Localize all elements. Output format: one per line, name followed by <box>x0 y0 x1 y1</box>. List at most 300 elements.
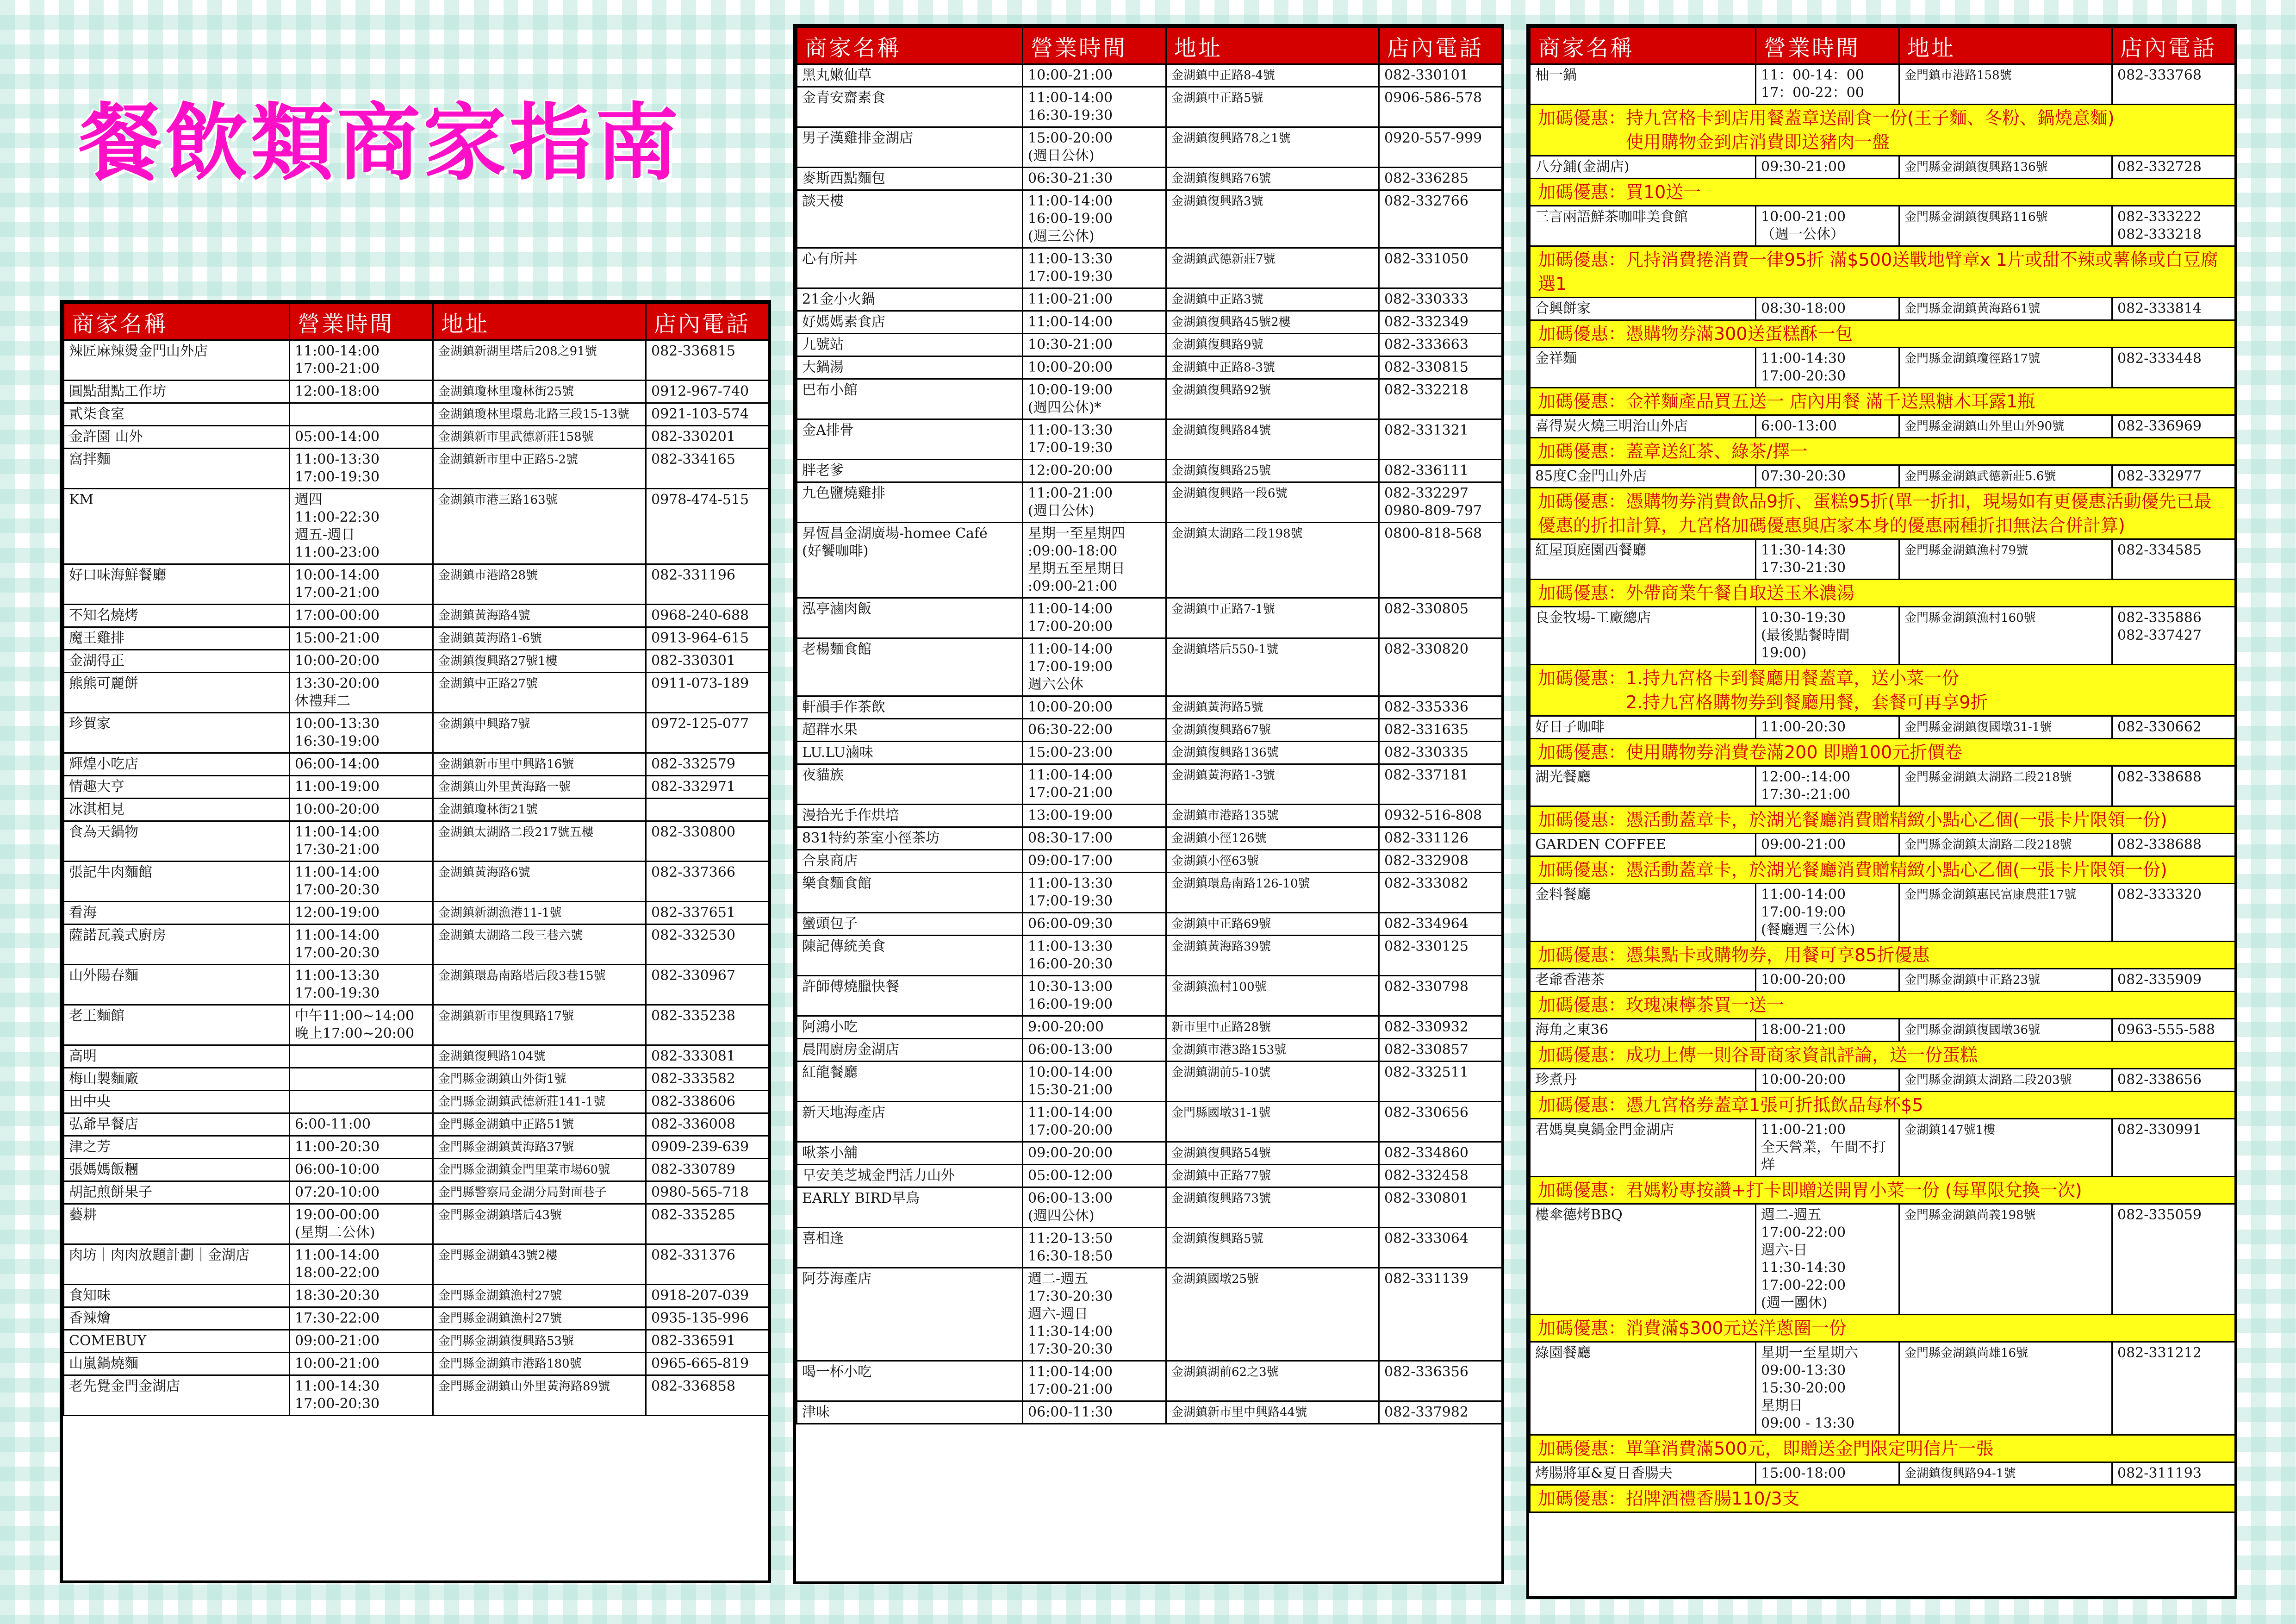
cell-name: 湖光餐廳 <box>1530 766 1756 806</box>
table-row <box>797 87 1502 127</box>
cell-name: 喜得炭火燒三明治山外店 <box>1530 415 1756 438</box>
cell-hours: 10:30-13:00 16:00-19:00 <box>1023 976 1166 1016</box>
cell-hours: 10:00-20:00 <box>290 799 433 821</box>
cell-name: 金祥麵 <box>1530 348 1756 388</box>
cell-hours: 10:00-14:00 17:00-21:00 <box>290 564 433 605</box>
promo-text: 加碼優惠：君媽粉專按讚+打卡即贈送開胃小菜一份 (每單限兌換一次) <box>1530 1177 2235 1204</box>
cell-address: 金湖鎮黃海路4號 <box>433 605 646 627</box>
cell-phone: 082-337982 <box>1379 1401 1502 1424</box>
cell-name: 金A排骨 <box>797 419 1023 460</box>
table-row <box>797 1187 1502 1228</box>
cell-address: 金湖鎮中正路69號 <box>1166 913 1379 936</box>
cell-hours: 11:00-19:00 <box>290 776 433 799</box>
cell-phone: 082-333768 <box>2112 64 2235 105</box>
cell-address: 金湖鎮復興路27號1樓 <box>433 650 646 673</box>
cell-phone: 082-337366 <box>646 862 769 902</box>
table-row <box>1530 969 2235 992</box>
table-row <box>797 334 1502 356</box>
table-row <box>64 799 769 821</box>
cell-phone: 082-335886 082-337427 <box>2112 607 2235 665</box>
promo-text: 加碼優惠：1.持九宮格卡到餐廳用餐蓋章，送小菜一份 2.持九宮格購物券到餐廳用餐，套餐可再享9折 <box>1530 665 2235 716</box>
cell-phone: 082-335336 <box>1379 696 1502 719</box>
promo-row <box>1530 1485 2235 1512</box>
cell-name: 胡記煎餅果子 <box>64 1181 290 1204</box>
cell-hours: 11:00-14:00 <box>1023 311 1166 334</box>
cell-phone: 0972-125-077 <box>646 713 769 753</box>
cell-address: 金門縣金湖鎮太湖路二段203號 <box>1899 1069 2112 1092</box>
cell-name: 合興餅家 <box>1530 298 1756 320</box>
cell-phone: 082-332728 <box>2112 156 2235 179</box>
cell-phone: 082-330101 <box>1379 64 1502 87</box>
cell-hours: 10:00-21:00 <box>1023 64 1166 87</box>
cell-name: 紅龍餐廳 <box>797 1062 1023 1102</box>
cell-hours: 06:00-11:30 <box>1023 1401 1166 1424</box>
cell-name: 談天樓 <box>797 190 1023 248</box>
table-row <box>797 913 1502 936</box>
cell-hours: 11:00-14:00 17:00-20:30 <box>290 862 433 902</box>
cell-phone: 082-332218 <box>1379 379 1502 419</box>
cell-name: 冰淇相見 <box>64 799 290 821</box>
cell-name: 良金牧場-工廠總店 <box>1530 607 1756 665</box>
cell-address: 金湖鎮147號1樓 <box>1899 1119 2112 1177</box>
cell-hours: 11:00-14:00 18:00-22:00 <box>290 1244 433 1285</box>
cell-phone: 0911-073-189 <box>646 673 769 713</box>
cell-phone: 082-333081 <box>646 1045 769 1068</box>
cell-address: 金湖鎮復興路76號 <box>1166 168 1379 190</box>
cell-name: 許師傅燒臘快餐 <box>797 976 1023 1016</box>
cell-phone: 082-332579 <box>646 753 769 776</box>
cell-phone: 082-330805 <box>1379 598 1502 638</box>
cell-hours: 11:00-21:00 (週日公休) <box>1023 482 1166 523</box>
promo-row <box>1530 320 2235 348</box>
cell-hours <box>290 1045 433 1068</box>
cell-name: 樓傘德烤BBQ <box>1530 1204 1756 1315</box>
cell-name: 好日子咖啡 <box>1530 716 1756 739</box>
cell-hours: 週二-週五 17:00-22:00 週六-日 11:30-14:30 17:00-22:00 (週一團休) <box>1756 1204 1899 1315</box>
cell-hours: 11:00-13:30 16:00-20:30 <box>1023 936 1166 976</box>
cell-name: 綠園餐廳 <box>1530 1342 1756 1435</box>
cell-hours: 11:00-14:00 17:00-20:00 <box>1023 598 1166 638</box>
cell-hours: 11:00-14:00 17:00-21:00 <box>1023 764 1166 805</box>
cell-hours: 09:00-17:00 <box>1023 850 1166 873</box>
cell-address: 金湖鎮復興路5號 <box>1166 1228 1379 1268</box>
cell-name: 金許園 山外 <box>64 426 290 449</box>
cell-name: 熊熊可麗餅 <box>64 673 290 713</box>
table-row <box>797 1039 1502 1062</box>
cell-address: 金湖鎮太湖路二段三巷六號 <box>433 924 646 965</box>
cell-name: 陳記傳統美食 <box>797 936 1023 976</box>
table-row <box>797 356 1502 379</box>
table-row <box>797 64 1502 87</box>
cell-hours: 12:00-18:00 <box>290 381 433 403</box>
cell-hours: 11:00-13:30 17:00-19:30 <box>1023 248 1166 288</box>
table-row <box>64 673 769 713</box>
cell-hours: 15:00-18:00 <box>1756 1462 1899 1485</box>
promo-text: 加碼優惠：玫瑰凍檸茶買一送一 <box>1530 992 2235 1019</box>
cell-address: 金湖鎮復興路94-1號 <box>1899 1462 2112 1485</box>
cell-address: 金門縣金湖鎮武德新莊5.6號 <box>1899 465 2112 488</box>
promo-text: 加碼優惠：持九宮格卡到店用餐蓋章送副食一份(王子麵、冬粉、鍋燒意麵) 使用購物金到店消費即送豬肉一盤 <box>1530 105 2235 156</box>
table-row <box>797 127 1502 168</box>
promo-text: 加碼優惠：憑集點卡或購物券，用餐可享85折優惠 <box>1530 942 2235 969</box>
cell-name: 藝耕 <box>64 1204 290 1244</box>
cell-phone: 0913-964-615 <box>646 627 769 650</box>
header-phone: 店內電話 <box>1379 28 1502 64</box>
table-row <box>797 764 1502 805</box>
cell-address: 金湖鎮中正路77號 <box>1166 1165 1379 1187</box>
cell-phone: 082-330820 <box>1379 638 1502 696</box>
cell-hours: 13:30-20:00 休禮拜二 <box>290 673 433 713</box>
cell-hours: 18:30-20:30 <box>290 1285 433 1307</box>
table-row <box>64 1005 769 1045</box>
cell-hours: 08:30-18:00 <box>1756 298 1899 320</box>
cell-hours: 11:00-13:30 17:00-19:30 <box>290 965 433 1005</box>
cell-hours: 11:00-14:00 17:00-20:30 <box>290 924 433 965</box>
cell-name: 海角之東36 <box>1530 1019 1756 1042</box>
table-row <box>1530 465 2235 488</box>
cell-name: 漫拾光手作烘培 <box>797 805 1023 827</box>
cell-phone: 082-331126 <box>1379 827 1502 850</box>
cell-phone: 082-331212 <box>2112 1342 2235 1435</box>
cell-hours: 11：00-14：00 17：00-22：00 <box>1756 64 1899 105</box>
cell-address: 金湖鎮環島南路126-10號 <box>1166 873 1379 913</box>
table-row <box>1530 1342 2235 1435</box>
cell-name: 金湖得正 <box>64 650 290 673</box>
cell-address: 金湖鎮復興路45號2樓 <box>1166 311 1379 334</box>
cell-address: 金湖鎮市港路135號 <box>1166 805 1379 827</box>
cell-name: 山嵐鍋燒麵 <box>64 1353 290 1375</box>
cell-address: 金湖鎮漁村100號 <box>1166 976 1379 1016</box>
cell-name: 情趣大亨 <box>64 776 290 799</box>
cell-address: 金門縣金湖鎮中正路51號 <box>433 1113 646 1136</box>
table-row <box>797 936 1502 976</box>
cell-address: 金門縣金湖鎮復國墩31-1號 <box>1899 716 2112 739</box>
cell-hours: 11:00-13:30 17:00-19:30 <box>1023 419 1166 460</box>
table-row <box>64 426 769 449</box>
cell-hours: 05:00-12:00 <box>1023 1165 1166 1187</box>
cell-hours: 18:00-21:00 <box>1756 1019 1899 1042</box>
cell-hours: 星期一至星期六 09:00-13:30 15:30-20:00 星期日 09:00 - 13:30 <box>1756 1342 1899 1435</box>
cell-address: 金湖鎮新市里中興路16號 <box>433 753 646 776</box>
cell-phone: 082-331196 <box>646 564 769 605</box>
cell-hours: 10:00-20:00 <box>290 650 433 673</box>
cell-phone: 082-338688 <box>2112 766 2235 806</box>
cell-address: 金湖鎮黃海路5號 <box>1166 696 1379 719</box>
cell-hours: 19:00-00:00 (星期二公休) <box>290 1204 433 1244</box>
table-row <box>797 1016 1502 1039</box>
table-row <box>797 598 1502 638</box>
cell-phone: 0965-665-819 <box>646 1353 769 1375</box>
cell-phone: 0921-103-574 <box>646 403 769 426</box>
promo-row <box>1530 856 2235 884</box>
cell-phone <box>646 799 769 821</box>
cell-phone: 082-330967 <box>646 965 769 1005</box>
table-row <box>797 190 1502 248</box>
cell-address: 金門縣金湖鎮復興路116號 <box>1899 206 2112 246</box>
promo-row <box>1530 179 2235 206</box>
table-row <box>797 1268 1502 1361</box>
cell-phone: 082-333582 <box>646 1068 769 1091</box>
cell-name: GARDEN COFFEE <box>1530 834 1756 856</box>
cell-name: 弘爺早餐店 <box>64 1113 290 1136</box>
cell-phone: 0920-557-999 <box>1379 127 1502 168</box>
cell-phone: 0800-818-568 <box>1379 523 1502 598</box>
cell-hours: 10:00-20:00 <box>1756 1069 1899 1092</box>
cell-phone: 082-336111 <box>1379 460 1502 482</box>
cell-name: 香辣燴 <box>64 1307 290 1330</box>
cell-phone: 082-334165 <box>646 449 769 489</box>
cell-address: 金門縣金湖鎮43號2樓 <box>433 1244 646 1285</box>
table-row <box>64 862 769 902</box>
cell-hours: 09:30-21:00 <box>1756 156 1899 179</box>
cell-name: 柚一鍋 <box>1530 64 1756 105</box>
cell-address: 金湖鎮中正路3號 <box>1166 288 1379 311</box>
cell-name: 九號站 <box>797 334 1023 356</box>
cell-phone: 082-333082 <box>1379 873 1502 913</box>
cell-name: 阿芬海產店 <box>797 1268 1023 1361</box>
cell-name: 啾茶小舖 <box>797 1142 1023 1165</box>
cell-address: 金門縣金湖鎮太湖路二段218號 <box>1899 766 2112 806</box>
promo-row <box>1530 739 2235 766</box>
cell-hours: 15:00-23:00 <box>1023 742 1166 764</box>
promo-text: 加碼優惠：買10送一 <box>1530 179 2235 206</box>
cell-phone: 082-330333 <box>1379 288 1502 311</box>
cell-hours: 10:00-19:00 (週四公休)* <box>1023 379 1166 419</box>
table-row <box>64 1285 769 1307</box>
promo-text: 加碼優惠：招牌酒禮香腸110/3支 <box>1530 1485 2235 1512</box>
cell-address: 金湖鎮湖前62之3號 <box>1166 1361 1379 1401</box>
header-name: 商家名稱 <box>64 304 290 340</box>
merchant-table-right <box>1526 24 2237 1599</box>
table-row <box>1530 298 2235 320</box>
cell-name: 田中央 <box>64 1091 290 1113</box>
table-row <box>797 805 1502 827</box>
cell-name: 薩諾瓦義式廚房 <box>64 924 290 965</box>
cell-phone: 0906-586-578 <box>1379 87 1502 127</box>
table-row <box>1530 1462 2235 1485</box>
table-row <box>797 850 1502 873</box>
table-row <box>797 873 1502 913</box>
cell-phone: 082-334585 <box>2112 539 2235 580</box>
promo-row <box>1530 438 2235 465</box>
table-header-row <box>1530 28 2235 64</box>
header-address: 地址 <box>1899 28 2112 64</box>
table-row <box>797 696 1502 719</box>
header-name: 商家名稱 <box>797 28 1023 64</box>
merchant-table <box>1529 27 2236 1513</box>
cell-name: 張媽媽飯糰 <box>64 1159 290 1181</box>
cell-address: 金門縣金湖鎮金門里菜市場60號 <box>433 1159 646 1181</box>
table-row <box>1530 1069 2235 1092</box>
cell-hours: 11:30-14:30 17:30-21:30 <box>1756 539 1899 580</box>
cell-hours: 09:00-21:00 <box>1756 834 1899 856</box>
cell-name: 新天地海產店 <box>797 1102 1023 1142</box>
table-header-row <box>64 304 769 340</box>
table-row <box>797 379 1502 419</box>
cell-address: 金門縣金湖鎮復國墩36號 <box>1899 1019 2112 1042</box>
cell-phone: 082-330798 <box>1379 976 1502 1016</box>
cell-address: 金門縣金湖鎮市港路180號 <box>433 1353 646 1375</box>
cell-hours: 12:00-:14:00 17:30-:21:00 <box>1756 766 1899 806</box>
cell-name: 85度C金門山外店 <box>1530 465 1756 488</box>
promo-row <box>1530 942 2235 969</box>
cell-address: 金門縣金湖鎮黃海路37號 <box>433 1136 646 1159</box>
cell-phone: 082-332297 0980-809-797 <box>1379 482 1502 523</box>
cell-hours: 星期一至星期四 :09:00-18:00 星期五至星期日 :09:00-21:00 <box>1023 523 1166 598</box>
cell-name: 老王麵館 <box>64 1005 290 1045</box>
cell-address: 金門縣金湖鎮山外里山外90號 <box>1899 415 2112 438</box>
cell-address: 金湖鎮太湖路二段217號五樓 <box>433 821 646 862</box>
cell-hours: 6:00-13:00 <box>1756 415 1899 438</box>
cell-address: 金湖鎮中正路8-3號 <box>1166 356 1379 379</box>
cell-name: 蠻頭包子 <box>797 913 1023 936</box>
table-row <box>797 288 1502 311</box>
cell-hours: 15:00-21:00 <box>290 627 433 650</box>
cell-hours: 06:00-09:30 <box>1023 913 1166 936</box>
cell-address: 金湖鎮復興路9號 <box>1166 334 1379 356</box>
cell-name: 君媽臭臭鍋金門金湖店 <box>1530 1119 1756 1177</box>
cell-phone: 082-336008 <box>646 1113 769 1136</box>
cell-hours: 11:00-14:00 17:00-19:00 (餐廳週三公休) <box>1756 884 1899 942</box>
cell-phone: 0912-967-740 <box>646 381 769 403</box>
cell-address: 金湖鎮瓊林街21號 <box>433 799 646 821</box>
table-row <box>64 713 769 753</box>
cell-address: 金湖鎮中興路7號 <box>433 713 646 753</box>
cell-phone: 082-333663 <box>1379 334 1502 356</box>
cell-address: 金湖鎮新湖漁港11-1號 <box>433 902 646 924</box>
cell-hours: 12:00-20:00 <box>1023 460 1166 482</box>
cell-hours: 05:00-14:00 <box>290 426 433 449</box>
cell-name: 津味 <box>797 1401 1023 1424</box>
cell-hours: 11:00-14:00 17:00-19:00 週六公休 <box>1023 638 1166 696</box>
cell-address: 金湖鎮新市里復興路17號 <box>433 1005 646 1045</box>
cell-name: KM <box>64 489 290 564</box>
cell-name: 金料餐廳 <box>1530 884 1756 942</box>
cell-name: 合泉商店 <box>797 850 1023 873</box>
cell-name: 阿鴻小吃 <box>797 1016 1023 1039</box>
cell-hours: 11:00-14:00 17:30-21:00 <box>290 821 433 862</box>
cell-phone: 0932-516-808 <box>1379 805 1502 827</box>
promo-text: 加碼優惠：蓋章送紅茶、綠茶/擇一 <box>1530 438 2235 465</box>
cell-name: 津之芳 <box>64 1136 290 1159</box>
cell-name: 831特約茶室小徑茶坊 <box>797 827 1023 850</box>
cell-phone: 082-330301 <box>646 650 769 673</box>
cell-name: 喝一杯小吃 <box>797 1361 1023 1401</box>
cell-address: 金湖鎮新市里武德新莊158號 <box>433 426 646 449</box>
table-row <box>1530 539 2235 580</box>
cell-hours: 07:20-10:00 <box>290 1181 433 1204</box>
table-row <box>1530 206 2235 246</box>
cell-hours: 11:00-14:30 17:00-20:30 <box>290 1375 433 1416</box>
table-row <box>797 827 1502 850</box>
cell-address: 金湖鎮中正路8-4號 <box>1166 64 1379 87</box>
cell-address: 金湖鎮黃海路39號 <box>1166 936 1379 976</box>
cell-hours: 10:30-19:30 (最後點餐時間 19:00) <box>1756 607 1899 665</box>
cell-name: 九色鹽燒雞排 <box>797 482 1023 523</box>
cell-hours: 06:00-13:00 (週四公休) <box>1023 1187 1166 1228</box>
cell-address: 金湖鎮市港路28號 <box>433 564 646 605</box>
cell-hours: 06:30-22:00 <box>1023 719 1166 742</box>
promo-text: 加碼優惠：凡持消費捲消費一律95折 滿$500送戰地臂章x 1片或甜不辣或薯條或白豆腐選1 <box>1530 246 2235 298</box>
cell-phone: 0935-135-996 <box>646 1307 769 1330</box>
header-address: 地址 <box>1166 28 1379 64</box>
table-row <box>64 776 769 799</box>
cell-phone: 082-330201 <box>646 426 769 449</box>
table-row <box>1530 348 2235 388</box>
cell-address: 金湖鎮復興路92號 <box>1166 379 1379 419</box>
cell-address: 金門縣金湖鎮中正路23號 <box>1899 969 2112 992</box>
cell-address: 金湖鎮黃海路1-6號 <box>433 627 646 650</box>
cell-hours: 11:00-20:30 <box>290 1136 433 1159</box>
cell-name: 珍煮丹 <box>1530 1069 1756 1092</box>
table-row <box>64 1159 769 1181</box>
cell-hours: 10:00-20:00 <box>1023 356 1166 379</box>
cell-address: 金湖鎮小徑63號 <box>1166 850 1379 873</box>
cell-name: 晨間廚房金湖店 <box>797 1039 1023 1062</box>
promo-text: 加碼優惠：憑九宮格券蓋章1張可折抵飲品每杯$5 <box>1530 1092 2235 1119</box>
cell-address: 金湖鎮復興路67號 <box>1166 719 1379 742</box>
cell-address: 金門縣金湖鎮尚雄16號 <box>1899 1342 2112 1435</box>
table-header-row <box>797 28 1502 64</box>
cell-name: 食為天鍋物 <box>64 821 290 862</box>
table-row <box>1530 766 2235 806</box>
table-row <box>797 1102 1502 1142</box>
cell-name: 老楊麵食館 <box>797 638 1023 696</box>
table-row <box>64 650 769 673</box>
cell-address: 金門縣金湖鎮惠民富康農莊17號 <box>1899 884 2112 942</box>
cell-phone: 082-334860 <box>1379 1142 1502 1165</box>
cell-phone: 082-332977 <box>2112 465 2235 488</box>
table-row <box>64 1307 769 1330</box>
cell-hours: 10:00-14:00 15:30-21:00 <box>1023 1062 1166 1102</box>
cell-phone: 082-336969 <box>2112 415 2235 438</box>
cell-name: 圓點甜點工作坊 <box>64 381 290 403</box>
cell-phone: 082-330656 <box>1379 1102 1502 1142</box>
table-row <box>64 403 769 426</box>
cell-address: 金湖鎮復興路73號 <box>1166 1187 1379 1228</box>
table-row <box>64 1181 769 1204</box>
table-row <box>64 753 769 776</box>
cell-phone: 082-333064 <box>1379 1228 1502 1268</box>
header-hours: 營業時間 <box>1756 28 1899 64</box>
promo-row <box>1530 1177 2235 1204</box>
table-row <box>1530 1019 2235 1042</box>
promo-text: 加碼優惠：單筆消費滿500元，即贈送金門限定明信片一張 <box>1530 1435 2235 1462</box>
promo-text: 加碼優惠：外帶商業午餐自取送玉米濃湯 <box>1530 580 2235 607</box>
cell-phone: 082-338688 <box>2112 834 2235 856</box>
promo-row <box>1530 1435 2235 1462</box>
cell-phone: 082-336591 <box>646 1330 769 1353</box>
table-row <box>797 638 1502 696</box>
header-hours: 營業時間 <box>1023 28 1166 64</box>
cell-hours: 10:00-13:30 16:30-19:00 <box>290 713 433 753</box>
merchant-table <box>796 27 1503 1424</box>
cell-address: 金門縣金湖鎮太湖路二段218號 <box>1899 834 2112 856</box>
cell-hours: 07:30-20:30 <box>1756 465 1899 488</box>
cell-hours: 週二-週五 17:30-20:30 週六-週日 11:30-14:00 17:30-20:30 <box>1023 1268 1166 1361</box>
table-row <box>797 482 1502 523</box>
cell-phone: 082-330801 <box>1379 1187 1502 1228</box>
cell-name: 好媽媽素食店 <box>797 311 1023 334</box>
cell-name: 金青安齋素食 <box>797 87 1023 127</box>
cell-phone: 082-334964 <box>1379 913 1502 936</box>
cell-name: 辣匠麻辣燙金門山外店 <box>64 340 290 381</box>
cell-address: 金門縣金湖鎮塔后43號 <box>433 1204 646 1244</box>
cell-name: 紅屋頂庭園西餐廳 <box>1530 539 1756 580</box>
cell-name: 巴布小館 <box>797 379 1023 419</box>
cell-name: 梅山製麵廠 <box>64 1068 290 1091</box>
cell-address: 金湖鎮湖前5-10號 <box>1166 1062 1379 1102</box>
